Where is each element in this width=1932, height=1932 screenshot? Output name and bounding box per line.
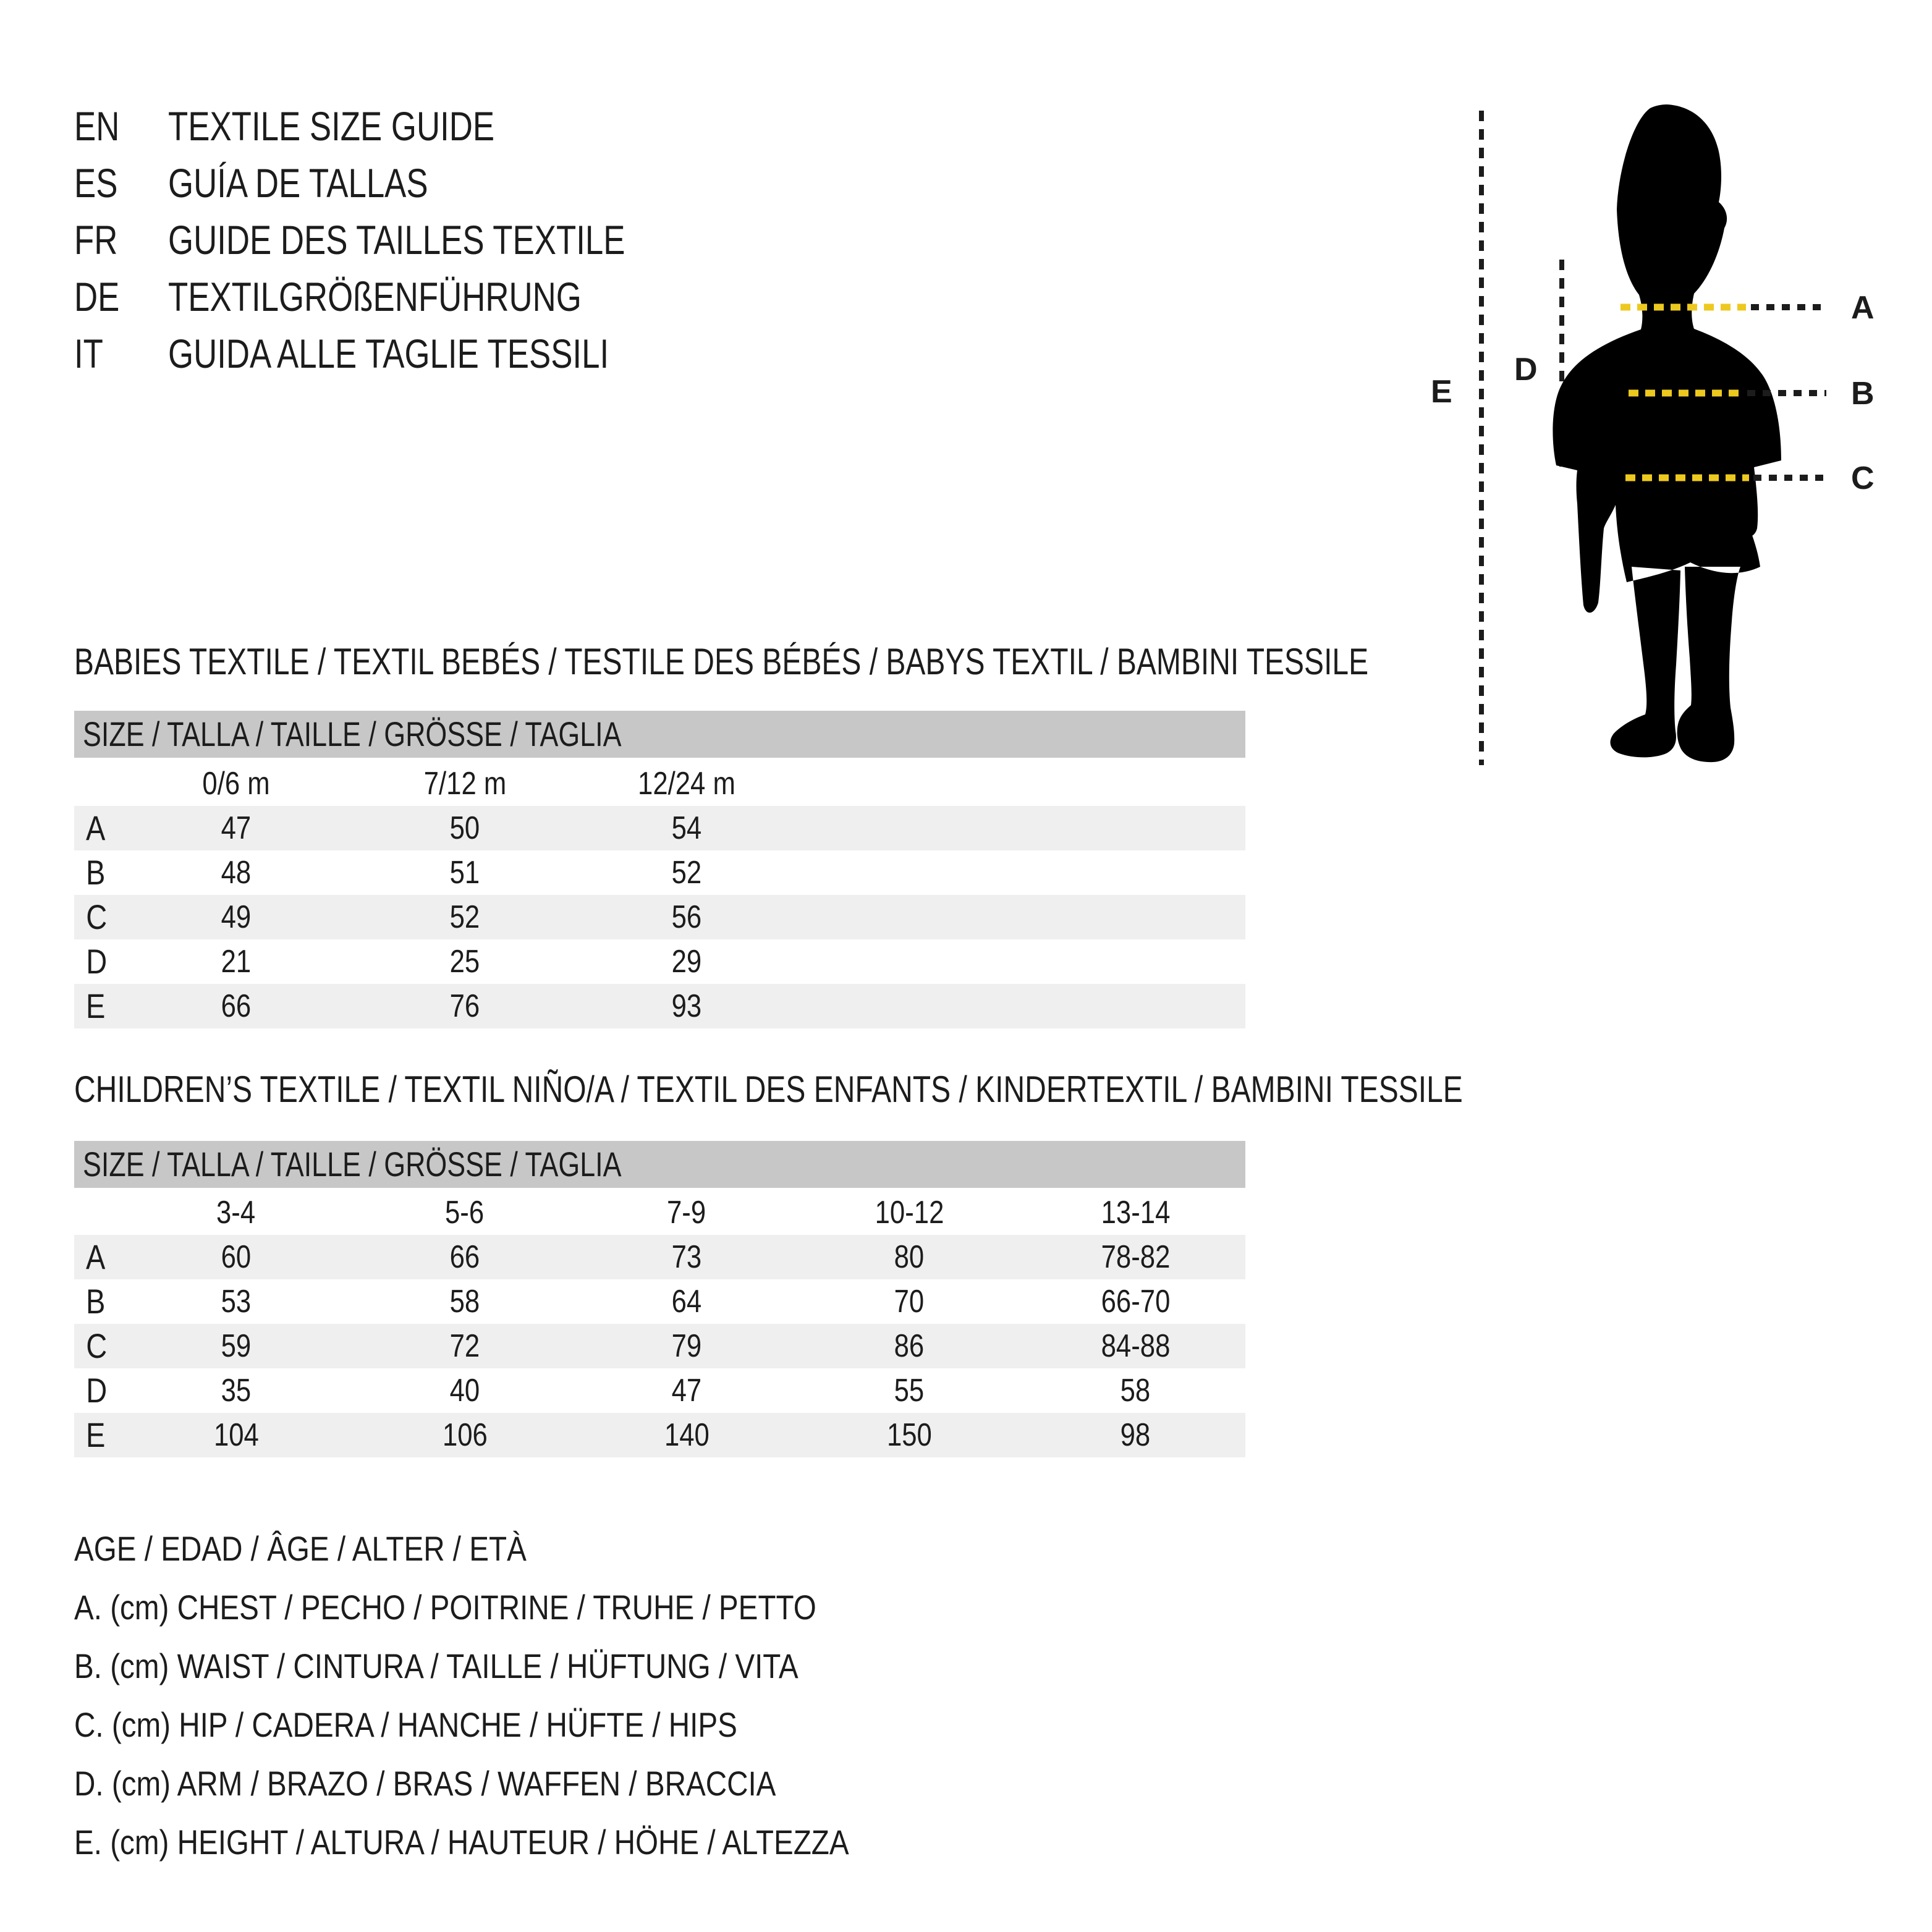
- children-row-d-cell-1: 35: [221, 1373, 252, 1409]
- babies-col-header-3: 12/24 m: [638, 766, 735, 802]
- legend-line-height: E. (cm) HEIGHT / ALTURA / HAUTEUR / HÖHE / ALTEZZA: [74, 1823, 849, 1862]
- babies-row-b: [74, 850, 1245, 895]
- babies-row-e-cell-1: 66: [221, 988, 252, 1024]
- lang-row-en: [74, 98, 739, 155]
- children-size-header-text: SIZE / TALLA / TAILLE / GRÖSSE / TAGLIA: [83, 1145, 622, 1184]
- children-row-a-cell-1: 60: [221, 1239, 252, 1275]
- babies-row-a-cell-2: 50: [449, 810, 480, 846]
- children-row-c-cell-1: 59: [221, 1328, 252, 1364]
- legend-line-waist: B. (cm) WAIST / CINTURA / TAILLE / HÜFTUNG / VITA: [74, 1646, 799, 1685]
- lang-title-en: TEXTILE SIZE GUIDE: [168, 103, 495, 149]
- children-row-b-cell-2: 58: [449, 1284, 480, 1320]
- measurement-legend: [74, 1519, 986, 1871]
- children-row-e-cell-4: 150: [886, 1417, 932, 1453]
- children-row-c-cell-4: 86: [894, 1328, 925, 1364]
- babies-row-e-label: E: [85, 986, 106, 1025]
- children-column-header-row: [74, 1190, 1245, 1235]
- babies-column-header-row: [74, 761, 1245, 806]
- children-row-e-cell-3: 140: [664, 1417, 710, 1453]
- figure-label-a: A: [1851, 290, 1875, 326]
- children-row-e-label: E: [85, 1415, 106, 1454]
- children-row-a-label: A: [85, 1237, 106, 1276]
- babies-row-d-label: D: [86, 942, 108, 981]
- children-row-d-cell-4: 55: [894, 1373, 925, 1409]
- lang-code-es: ES: [74, 160, 118, 206]
- language-title-list: [74, 98, 739, 382]
- children-section-heading-text: CHILDREN’S TEXTILE / TEXTIL NIÑO/A / TEXTIL DES ENFANTS / KINDERTEXTIL / BAMBINI TESSILE: [74, 1069, 1463, 1110]
- children-row-b-cell-4: 70: [894, 1284, 925, 1320]
- babies-col-header-2: 7/12 m: [423, 766, 506, 802]
- children-row-b-label: B: [85, 1282, 106, 1321]
- children-row-c-cell-3: 79: [671, 1328, 702, 1364]
- babies-row-a: [74, 806, 1245, 850]
- children-row-c-label: C: [86, 1326, 108, 1365]
- babies-row-c-cell-2: 52: [449, 899, 480, 935]
- children-row-a-cell-4: 80: [894, 1239, 925, 1275]
- children-row-c: [74, 1324, 1245, 1368]
- lang-title-it: GUIDA ALLE TAGLIE TESSILI: [168, 331, 609, 376]
- babies-row-b-cell-3: 52: [671, 855, 702, 891]
- babies-row-c-cell-3: 56: [671, 899, 702, 935]
- babies-row-d-cell-3: 29: [671, 944, 702, 980]
- lang-row-es: [74, 155, 739, 211]
- babies-row-e: [74, 984, 1245, 1028]
- legend-line-hip: C. (cm) HIP / CADERA / HANCHE / HÜFTE / HIPS: [74, 1705, 737, 1744]
- lang-title-es: GUÍA DE TALLAS: [168, 160, 428, 206]
- babies-row-e-cell-3: 93: [671, 988, 702, 1024]
- figure-label-c: C: [1851, 460, 1875, 496]
- children-col-header-2: 5-6: [445, 1195, 485, 1231]
- children-col-header-3: 7-9: [667, 1195, 706, 1231]
- children-col-header-4: 10-12: [875, 1195, 944, 1231]
- lang-row-fr: [74, 211, 739, 268]
- children-col-header-1: 3-4: [216, 1195, 256, 1231]
- children-row-d-cell-2: 40: [449, 1373, 480, 1409]
- lang-code-de: DE: [74, 274, 120, 320]
- children-row-c-cell-2: 72: [449, 1328, 480, 1364]
- babies-col-header-1: 0/6 m: [202, 766, 270, 802]
- babies-row-a-cell-3: 54: [671, 810, 702, 846]
- children-row-d-cell-3: 47: [671, 1373, 702, 1409]
- children-row-d-cell-5: 58: [1120, 1373, 1151, 1409]
- babies-section-heading: [74, 637, 1692, 687]
- children-row-a: [74, 1235, 1245, 1279]
- lang-code-it: IT: [74, 331, 103, 376]
- children-row-b-cell-3: 64: [671, 1284, 702, 1320]
- children-row-d: [74, 1368, 1245, 1413]
- babies-row-c-label: C: [86, 897, 108, 936]
- babies-row-b-label: B: [85, 853, 106, 892]
- child-silhouette-measurement-diagram: [1421, 96, 1916, 791]
- children-row-b-cell-5: 66-70: [1101, 1284, 1170, 1320]
- figure-label-b: B: [1851, 376, 1875, 412]
- children-size-header-bar: [74, 1141, 1245, 1188]
- legend-line-age: AGE / EDAD / ÂGE / ALTER / ETÀ: [74, 1529, 527, 1568]
- children-row-c-cell-5: 84-88: [1101, 1328, 1170, 1364]
- lang-title-fr: GUIDE DES TAILLES TEXTILE: [168, 217, 625, 263]
- children-row-a-cell-3: 73: [671, 1239, 702, 1275]
- children-row-e: [74, 1413, 1245, 1457]
- children-row-e-cell-2: 106: [442, 1417, 488, 1453]
- children-col-header-5: 13-14: [1101, 1195, 1170, 1231]
- children-row-e-cell-1: 104: [213, 1417, 259, 1453]
- babies-row-e-cell-2: 76: [449, 988, 480, 1024]
- lang-code-en: EN: [74, 103, 120, 149]
- figure-label-e: E: [1431, 374, 1452, 410]
- figure-label-d: D: [1514, 352, 1538, 388]
- children-row-a-cell-5: 78-82: [1101, 1239, 1170, 1275]
- lang-title-de: TEXTILGRÖßENFÜHRUNG: [168, 274, 582, 320]
- babies-size-header-text: SIZE / TALLA / TAILLE / GRÖSSE / TAGLIA: [83, 714, 622, 753]
- children-section-heading: [74, 1065, 1810, 1114]
- children-row-b-cell-1: 53: [221, 1284, 252, 1320]
- babies-row-c-cell-1: 49: [221, 899, 252, 935]
- legend-line-arm: D. (cm) ARM / BRAZO / BRAS / WAFFEN / BRACCIA: [74, 1764, 776, 1803]
- babies-row-a-cell-1: 47: [221, 810, 252, 846]
- lang-row-it: [74, 325, 739, 382]
- children-row-a-cell-2: 66: [449, 1239, 480, 1275]
- babies-row-d-cell-2: 25: [449, 944, 480, 980]
- babies-row-d: [74, 939, 1245, 984]
- legend-line-chest: A. (cm) CHEST / PECHO / POITRINE / TRUHE / PETTO: [74, 1588, 816, 1627]
- babies-row-b-cell-2: 51: [449, 855, 480, 891]
- babies-row-b-cell-1: 48: [221, 855, 252, 891]
- lang-code-fr: FR: [74, 217, 118, 263]
- babies-size-header-bar: [74, 711, 1245, 758]
- babies-row-d-cell-1: 21: [221, 944, 252, 980]
- babies-row-a-label: A: [85, 808, 106, 847]
- children-row-b: [74, 1279, 1245, 1324]
- children-row-e-cell-5: 98: [1120, 1417, 1151, 1453]
- babies-section-heading-text: BABIES TEXTILE / TEXTIL BEBÉS / TESTILE DES BÉBÉS / BABYS TEXTIL / BAMBINI TESSILE: [74, 641, 1369, 682]
- lang-row-de: [74, 268, 739, 325]
- children-row-d-label: D: [86, 1371, 108, 1410]
- babies-row-c: [74, 895, 1245, 939]
